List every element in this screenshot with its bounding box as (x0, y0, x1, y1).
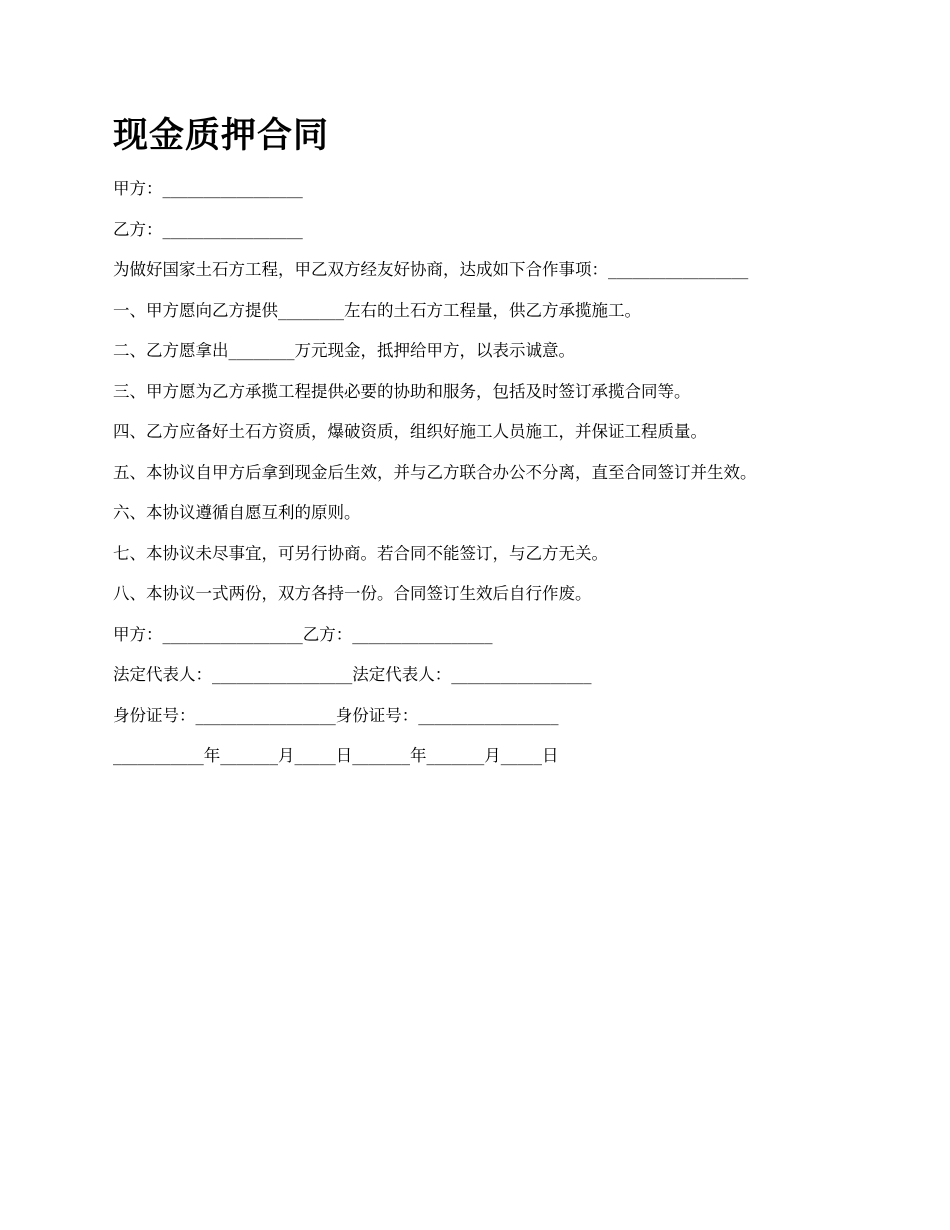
document-title: 现金质押合同 (113, 116, 330, 156)
clause-5: 五、本协议自甲方后拿到现金后生效，并与乙方联合办公不分离，直至合同签订并生效。 (113, 462, 757, 482)
contract-page (113, 112, 893, 785)
clause-8: 八、本协议一式两份，双方各持一份。合同签订生效后自行作废。 (113, 584, 592, 603)
clause-7: 七、本协议未尽事宜，可另行协商。若合同不能签订，与乙方无关。 (113, 543, 608, 563)
signature-parties-line: 甲方：_________________乙方：_________________ (113, 624, 493, 644)
clause-1: 一、甲方愿向乙方提供________左右的土石方工程量，供乙方承揽施工。 (113, 300, 641, 320)
clause-4: 四、乙方应备好土石方资质，爆破资质，组织好施工人员施工，并保证工程质量。 (113, 422, 707, 441)
legal-representative-line: 法定代表人：_________________法定代表人：_________________ (113, 665, 592, 684)
clause-3: 三、甲方愿为乙方承揽工程提供必要的协助和服务，包括及时签订承揽合同等。 (113, 381, 691, 401)
date-line: ___________年_______月_____日_______年_______月_____日 (113, 746, 559, 765)
clause-6: 六、本协议遵循自愿互利的原则。 (113, 503, 361, 522)
party-b-line: 乙方：_________________ (113, 219, 303, 239)
clause-2: 二、乙方愿拿出________万元现金，抵押给甲方，以表示诚意。 (113, 341, 575, 360)
id-number-line: 身份证号：_________________身份证号：_________________ (113, 705, 559, 725)
preamble-line: 为做好国家土石方工程，甲乙双方经友好协商，达成如下合作事项：_________________ (113, 260, 749, 279)
party-a-line: 甲方：_________________ (113, 179, 303, 198)
